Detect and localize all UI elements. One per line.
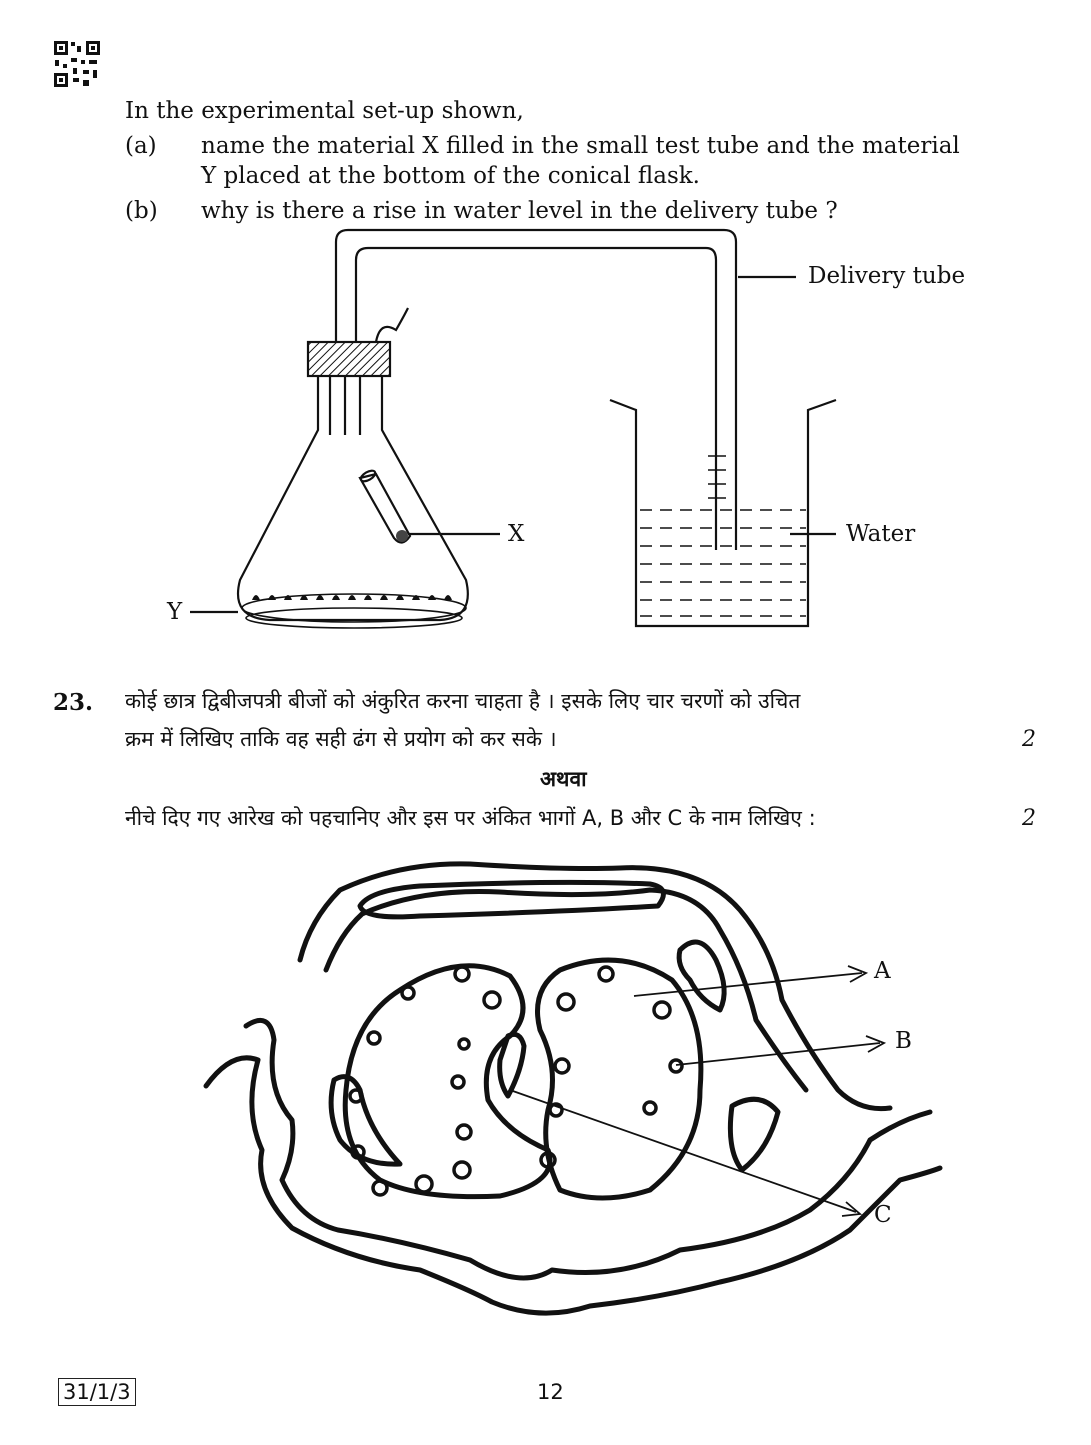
page-number: 12	[537, 1380, 564, 1404]
question-23-line2: क्रम में लिखिए ताकि वह सही ढंग से प्रयोग को कर सके ।	[125, 727, 557, 751]
x-label: X	[508, 521, 525, 547]
paper-code: 31/1/3	[58, 1378, 136, 1406]
y-label: Y	[167, 599, 183, 625]
b-label: B	[895, 1028, 912, 1054]
part-a-line2: Y placed at the bottom of the conical flask.	[201, 163, 700, 189]
part-b-text: why is there a rise in water level in the delivery tube ?	[201, 198, 838, 224]
a-label: A	[874, 958, 891, 984]
delivery-tube-label: Delivery tube	[808, 263, 966, 289]
qr-code-icon	[53, 40, 101, 88]
question-23-number: 23.	[53, 689, 94, 716]
question-23-alt-marks: 2	[1022, 806, 1036, 831]
stomata-diagram	[0, 850, 1091, 1330]
or-label: अथवा	[540, 767, 587, 791]
question-23-marks: 2	[1022, 727, 1036, 752]
part-b-label: (b)	[125, 198, 158, 224]
question-intro: In the experimental set-up shown,	[125, 98, 524, 124]
part-a-label: (a)	[125, 133, 157, 159]
question-23-line1: कोई छात्र द्विबीजपत्री बीजों को अंकुरित करना चाहता है । इसके लिए चार चरणों को उचित	[125, 689, 801, 713]
water-label: Water	[846, 521, 916, 547]
part-a-line1: name the material X filled in the small test tube and the material	[201, 133, 960, 159]
c-label: C	[874, 1202, 892, 1228]
question-23-alt-line: नीचे दिए गए आरेख को पहचानिए और इस पर अंकित भागों A, B और C के नाम लिखिए :	[125, 806, 816, 830]
